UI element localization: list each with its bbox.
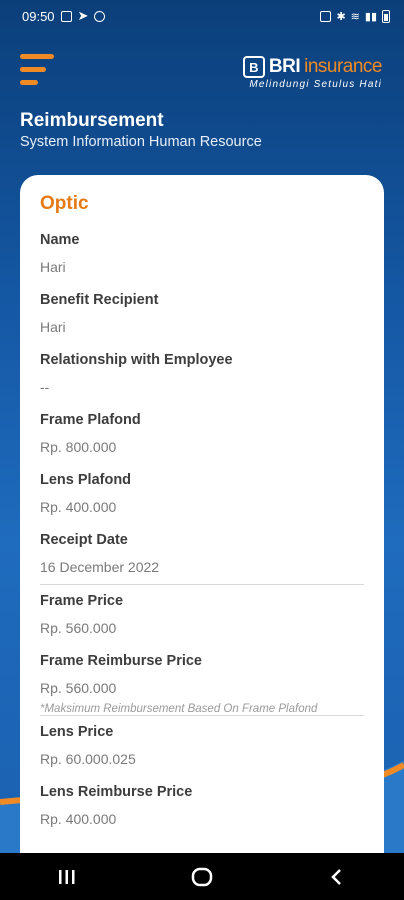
page-subtitle: System Information Human Resource bbox=[20, 134, 262, 150]
field-label: Name bbox=[40, 232, 80, 248]
page-title: Reimbursement bbox=[20, 110, 164, 131]
field-value: -- bbox=[40, 379, 50, 395]
field-value: 16 December 2022 bbox=[40, 559, 160, 575]
status-bar bbox=[0, 0, 404, 32]
field-value: Rp. 560.000 bbox=[40, 620, 117, 636]
gallery-icon bbox=[61, 11, 72, 22]
field-label: Frame Reimburse Price bbox=[40, 653, 202, 669]
field-value: Hari bbox=[40, 319, 66, 335]
field-value: Rp. 400.000 bbox=[40, 811, 117, 827]
field-label: Lens Plafond bbox=[40, 472, 132, 488]
field-lens-reimburse-price bbox=[40, 783, 364, 843]
system-nav-bar bbox=[0, 853, 404, 900]
field-label: Frame Plafond bbox=[40, 412, 141, 428]
optic-detail-card bbox=[20, 175, 384, 875]
card-title: Optic bbox=[40, 193, 89, 214]
field-value: Rp. 800.000 bbox=[40, 439, 117, 455]
field-label: Lens Price bbox=[40, 724, 114, 740]
frame-plafond-note: *Maksimum Reimbursement Based On Frame Plafond bbox=[40, 703, 318, 715]
field-lens-plafond bbox=[40, 471, 364, 531]
recent-apps-icon[interactable] bbox=[47, 862, 87, 892]
field-value: Rp. 400.000 bbox=[40, 499, 117, 515]
field-value: Rp. 560.000 bbox=[40, 680, 117, 696]
field-relationship bbox=[40, 351, 364, 411]
field-label: Relationship with Employee bbox=[40, 352, 233, 368]
logo-bri-text: BRI bbox=[268, 56, 301, 77]
field-lens-price bbox=[40, 723, 364, 783]
alarm-icon bbox=[320, 11, 331, 22]
field-label: Lens Reimburse Price bbox=[40, 784, 193, 800]
field-frame-price bbox=[40, 592, 364, 652]
field-benefit-recipient bbox=[40, 291, 364, 351]
bri-insurance-logo bbox=[243, 56, 382, 90]
back-icon[interactable] bbox=[317, 862, 357, 892]
status-time: 09:50 bbox=[22, 8, 55, 24]
field-label: Frame Price bbox=[40, 593, 124, 609]
signal-icon: ▮▮ bbox=[364, 10, 377, 23]
bluetooth-icon: ✱ bbox=[336, 10, 346, 23]
field-frame-plafond bbox=[40, 411, 364, 471]
field-label: Receipt Date bbox=[40, 532, 128, 548]
battery-icon bbox=[382, 10, 390, 23]
field-label: Benefit Recipient bbox=[40, 292, 159, 308]
telegram-icon: ➤ bbox=[77, 8, 89, 23]
home-icon[interactable] bbox=[182, 862, 222, 892]
wifi-icon: ≋ bbox=[350, 10, 360, 23]
logo-mark: B bbox=[243, 56, 265, 78]
logo-insurance-text: insurance bbox=[304, 56, 382, 77]
field-value: Hari bbox=[40, 259, 66, 275]
logo-tagline: Melindungi Setulus Hati bbox=[249, 79, 382, 90]
field-name bbox=[40, 231, 364, 291]
field-receipt-date bbox=[40, 531, 364, 591]
divider bbox=[40, 584, 364, 585]
field-value: Rp. 60.000.025 bbox=[40, 751, 136, 767]
hamburger-icon[interactable] bbox=[20, 54, 56, 86]
sync-icon bbox=[94, 11, 105, 22]
